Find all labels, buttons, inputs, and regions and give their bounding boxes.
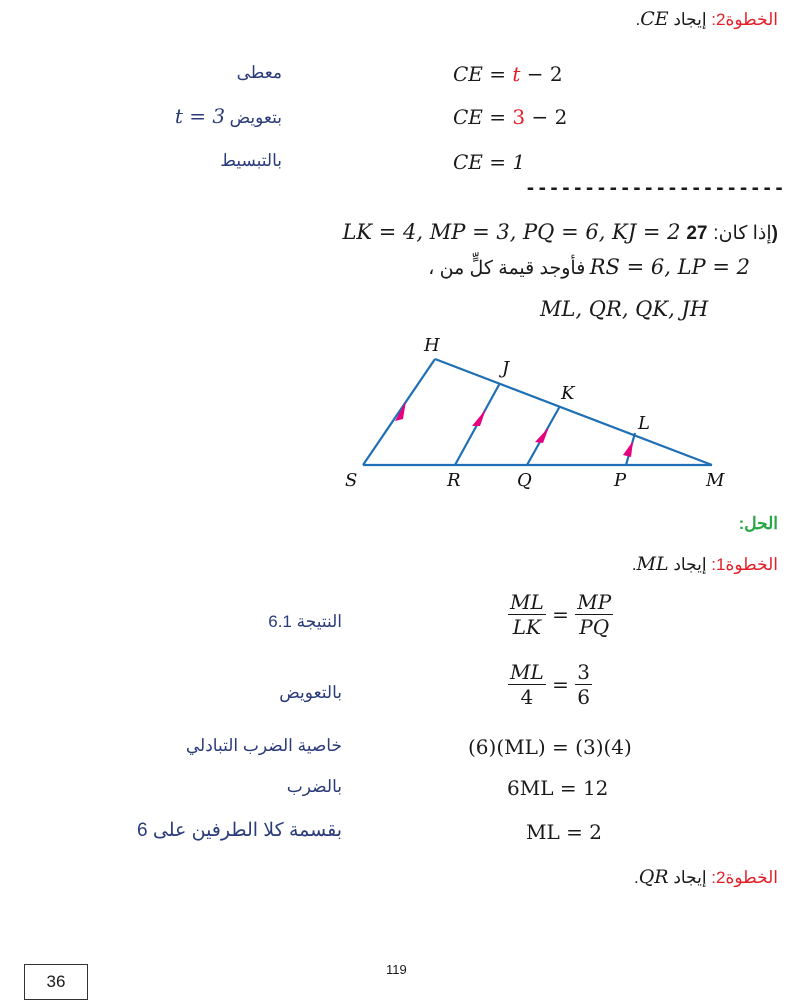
step-end: .	[635, 10, 641, 29]
step-text: إيجاد	[673, 555, 707, 574]
label-m: M	[706, 470, 725, 491]
step-label: الخطوة2:	[711, 868, 778, 887]
problem-givens: LK = 4, MP = 3, PQ = 6, KJ = 2	[342, 220, 681, 244]
step-end: .	[634, 868, 639, 887]
fraction	[575, 590, 613, 639]
ml-equation-5: ML = 2	[526, 820, 602, 844]
ce-equation-1	[453, 62, 563, 86]
problem-line-2	[428, 255, 750, 280]
label-h: H	[424, 335, 440, 356]
label-k: K	[561, 383, 575, 404]
step-var: QR	[638, 866, 669, 888]
ce-rest: − 2	[520, 62, 563, 86]
step-text: إيجاد	[673, 868, 707, 887]
separator: ----------------------	[525, 178, 786, 199]
denominator: 4	[520, 685, 534, 709]
step-var: CE	[640, 8, 669, 30]
ce-reason-math: t = 3	[174, 104, 226, 128]
label-r: R	[447, 470, 461, 491]
solution-label: الحل:	[738, 514, 778, 533]
ml-equation-2: $\frac{ML}{4}$ = $\frac{3}{6}$	[510, 660, 590, 709]
ml-reason-1: النتيجة 6.1	[268, 612, 342, 631]
step-label: الخطوة2:	[711, 10, 778, 29]
problem-find-text: ، فأوجد قيمة كلٍّ من	[428, 258, 586, 279]
problem-number: 27)	[686, 223, 778, 244]
ml-equation-4: 6ML = 12	[507, 776, 609, 800]
label-q: Q	[517, 470, 532, 491]
ce-lhs: CE =	[453, 105, 513, 129]
ml-equation-3: (6)(ML) = (3)(4)	[468, 735, 632, 759]
step2b-header	[634, 866, 778, 888]
triangle-figure	[330, 325, 750, 495]
segment-hm	[435, 359, 712, 465]
ml-reason-5: بقسمة كلا الطرفين على 6	[137, 820, 342, 841]
step-var: ML	[636, 553, 669, 575]
ml-reason-2: بالتعويض	[279, 683, 342, 702]
parallel-arrow-4	[623, 441, 633, 457]
ce-reason-2	[175, 104, 282, 128]
ce-reason-text: بتعويض	[229, 108, 282, 127]
ce-equation-3: CE = 1	[453, 150, 526, 174]
ce-equation-2	[453, 105, 567, 129]
ce-rest: − 2	[525, 105, 568, 129]
fraction	[508, 590, 546, 639]
numerator: MP	[577, 590, 612, 614]
fraction	[508, 660, 546, 709]
step2-header	[635, 8, 778, 30]
ce-term: 3	[512, 105, 526, 129]
ce-reason-3: بالتبسيط	[220, 151, 282, 170]
ce-lhs: CE =	[453, 62, 513, 86]
ml-reason-4: بالضرب	[286, 777, 342, 796]
problem-targets: ML, QR, QK, JH	[540, 297, 709, 321]
ce-term: t	[512, 62, 521, 86]
label-p: P	[614, 470, 627, 491]
step-label: الخطوة1:	[711, 555, 778, 574]
segment-sh	[363, 359, 435, 465]
label-j: J	[502, 358, 510, 379]
step1-header	[632, 553, 778, 575]
denominator: LK	[512, 615, 541, 639]
page-number: 119	[386, 962, 407, 977]
numerator: ML	[510, 660, 544, 684]
problem-if: إذا كان:	[713, 223, 772, 244]
parallel-arrow-3	[535, 427, 549, 443]
step-text: إيجاد	[673, 10, 707, 29]
step-end: .	[631, 555, 637, 574]
box-page-number: 36	[24, 964, 88, 1000]
fraction	[575, 660, 592, 709]
label-l: L	[638, 413, 650, 434]
numerator: 3	[577, 660, 590, 684]
ce-reason-1: معطى	[236, 63, 282, 82]
denominator: 6	[577, 685, 590, 709]
parallel-arrow-1	[395, 401, 406, 421]
problem-givens-2: RS = 6, LP = 2	[589, 255, 750, 279]
ml-reason-3: خاصية الضرب التبادلي	[185, 736, 342, 755]
label-s: S	[345, 470, 358, 491]
problem-line-1	[342, 220, 778, 245]
ml-equation-1: $\frac{ML}{LK}$ = $\frac{MP}{PQ}$	[510, 590, 612, 639]
numerator: ML	[510, 590, 544, 614]
denominator: PQ	[579, 615, 610, 639]
